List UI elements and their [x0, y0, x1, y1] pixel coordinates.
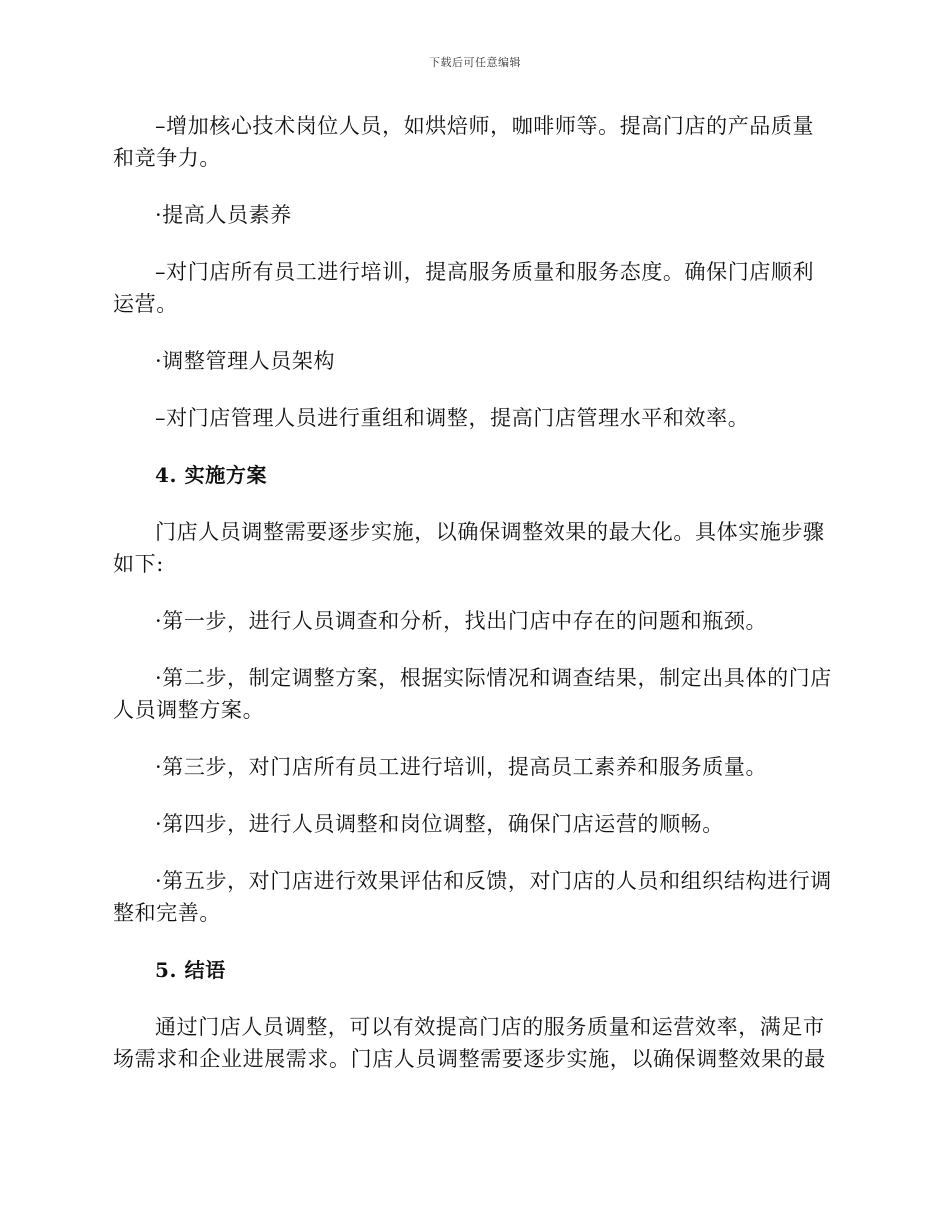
section-heading-conclusion: 5. 结语 — [155, 958, 226, 982]
paragraph-dash-3: –对门店管理人员进行重组和调整，提高门店管理水平和效率。 — [155, 406, 750, 430]
step-item-5: ·第五步，对门店进行效果评估和反馈，对门店的人员和组织结构进行调整和完善。 — [113, 869, 832, 925]
section-heading-implementation: 4. 实施方案 — [155, 463, 268, 487]
paragraph-conclusion: 通过门店人员调整，可以有效提高门店的服务质量和运营效率，满足市场需求和企业进展需求。门店人员调整需要逐步实施，以确保调整效果的最 — [113, 1015, 826, 1071]
step-item-1: ·第一步，进行人员调查和分析，找出门店中存在的问题和瓶颈。 — [155, 609, 768, 633]
bullet-adjust-management: ·调整管理人员架构 — [155, 349, 336, 373]
paragraph-dash-2: –对门店所有员工进行培训，提高服务质量和服务态度。确保门店顺利运营。 — [113, 260, 815, 316]
step-item-4: ·第四步，进行人员调整和岗位调整，确保门店运营的顺畅。 — [155, 812, 724, 836]
step-item-3: ·第三步，对门店所有员工进行培训，提高员工素养和服务质量。 — [155, 755, 768, 779]
step-item-2: ·第二步，制定调整方案，根据实际情况和调查结果，制定出具体的门店人员调整方案。 — [113, 666, 832, 722]
paragraph-implementation-intro: 门店人员调整需要逐步实施，以确保调整效果的最大化。具体实施步骤如下: — [113, 520, 825, 576]
paragraph-dash-1: –增加核心技术岗位人员，如烘焙师，咖啡师等。提高门店的产品质量和竞争力。 — [113, 114, 815, 170]
document-body — [113, 110, 833, 1100]
bullet-improve-quality: ·提高人员素养 — [155, 203, 292, 227]
page-header: 下载后可任意编辑 — [429, 56, 521, 69]
